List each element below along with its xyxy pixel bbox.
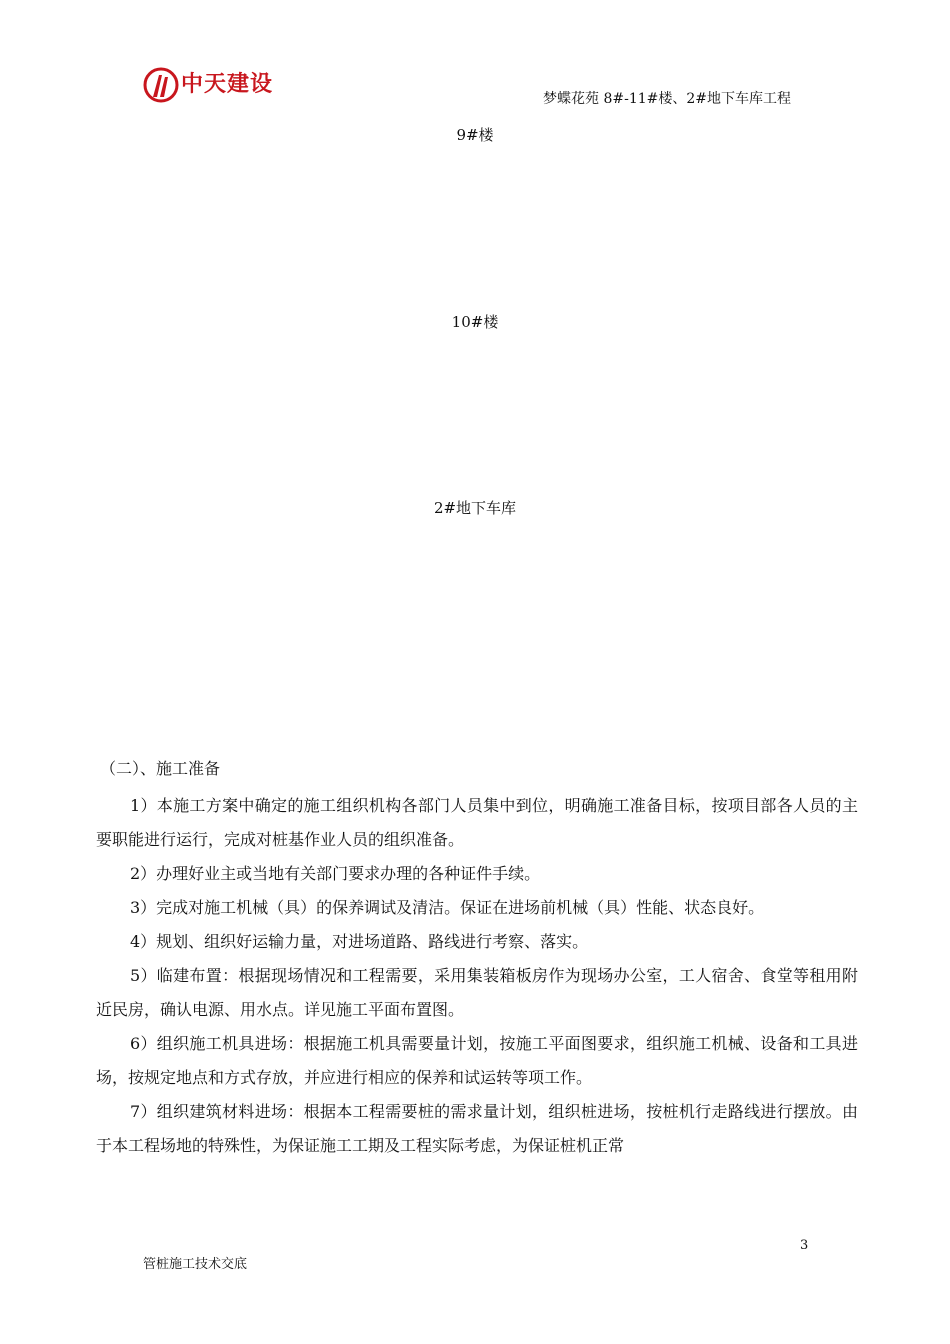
logo-text: 中天建设 <box>181 72 274 97</box>
paragraph-3: 3）完成对施工机械（具）的保养调试及清洁。保证在进场前机械（具）性能、状态良好。 <box>130 898 765 917</box>
section-body <box>96 789 858 1163</box>
building-label-10: 10#楼 <box>451 313 499 331</box>
paragraph-4: 4）规划、组织好运输力量，对进场道路、路线进行考察、落实。 <box>130 932 589 951</box>
paragraph-1: 1）本施工方案中确定的施工组织机构各部门人员集中到位，明确施工准备目标，按项目部各人员的主要职能进行运行，完成对桩基作业人员的组织准备。 <box>96 796 858 849</box>
building-label-9: 9#楼 <box>456 126 494 144</box>
section-heading: （二）、施工准备 <box>100 759 221 778</box>
paragraph-2: 2）办理好业主或当地有关部门要求办理的各种证件手续。 <box>130 864 541 883</box>
paragraph-5: 5）临建布置：根据现场情况和工程需要，采用集装箱板房作为现场办公室，工人宿舍、食堂等租用附近民房，确认电源、用水点。详见施工平面布置图。 <box>96 966 858 1019</box>
company-logo <box>143 67 274 103</box>
logo-mark-icon <box>143 67 179 103</box>
document-header-title: 梦蝶花苑 8#-11#楼、2#地下车库工程 <box>543 91 792 107</box>
building-label-garage: 2#地下车库 <box>433 499 517 517</box>
footer-document-name: 管桩施工技术交底 <box>143 1257 248 1272</box>
paragraph-7: 7）组织建筑材料进场：根据本工程需要桩的需求量计划，组织桩进场，按桩机行走路线进行摆放。由于本工程场地的特殊性，为保证施工工期及工程实际考虑，为保证桩机正常 <box>96 1102 858 1155</box>
page-number: 3 <box>800 1238 809 1253</box>
paragraph-6: 6）组织施工机具进场：根据施工机具需要量计划，按施工平面图要求，组织施工机械、设备和工具进场，按规定地点和方式存放，并应进行相应的保养和试运转等项工作。 <box>96 1034 858 1087</box>
